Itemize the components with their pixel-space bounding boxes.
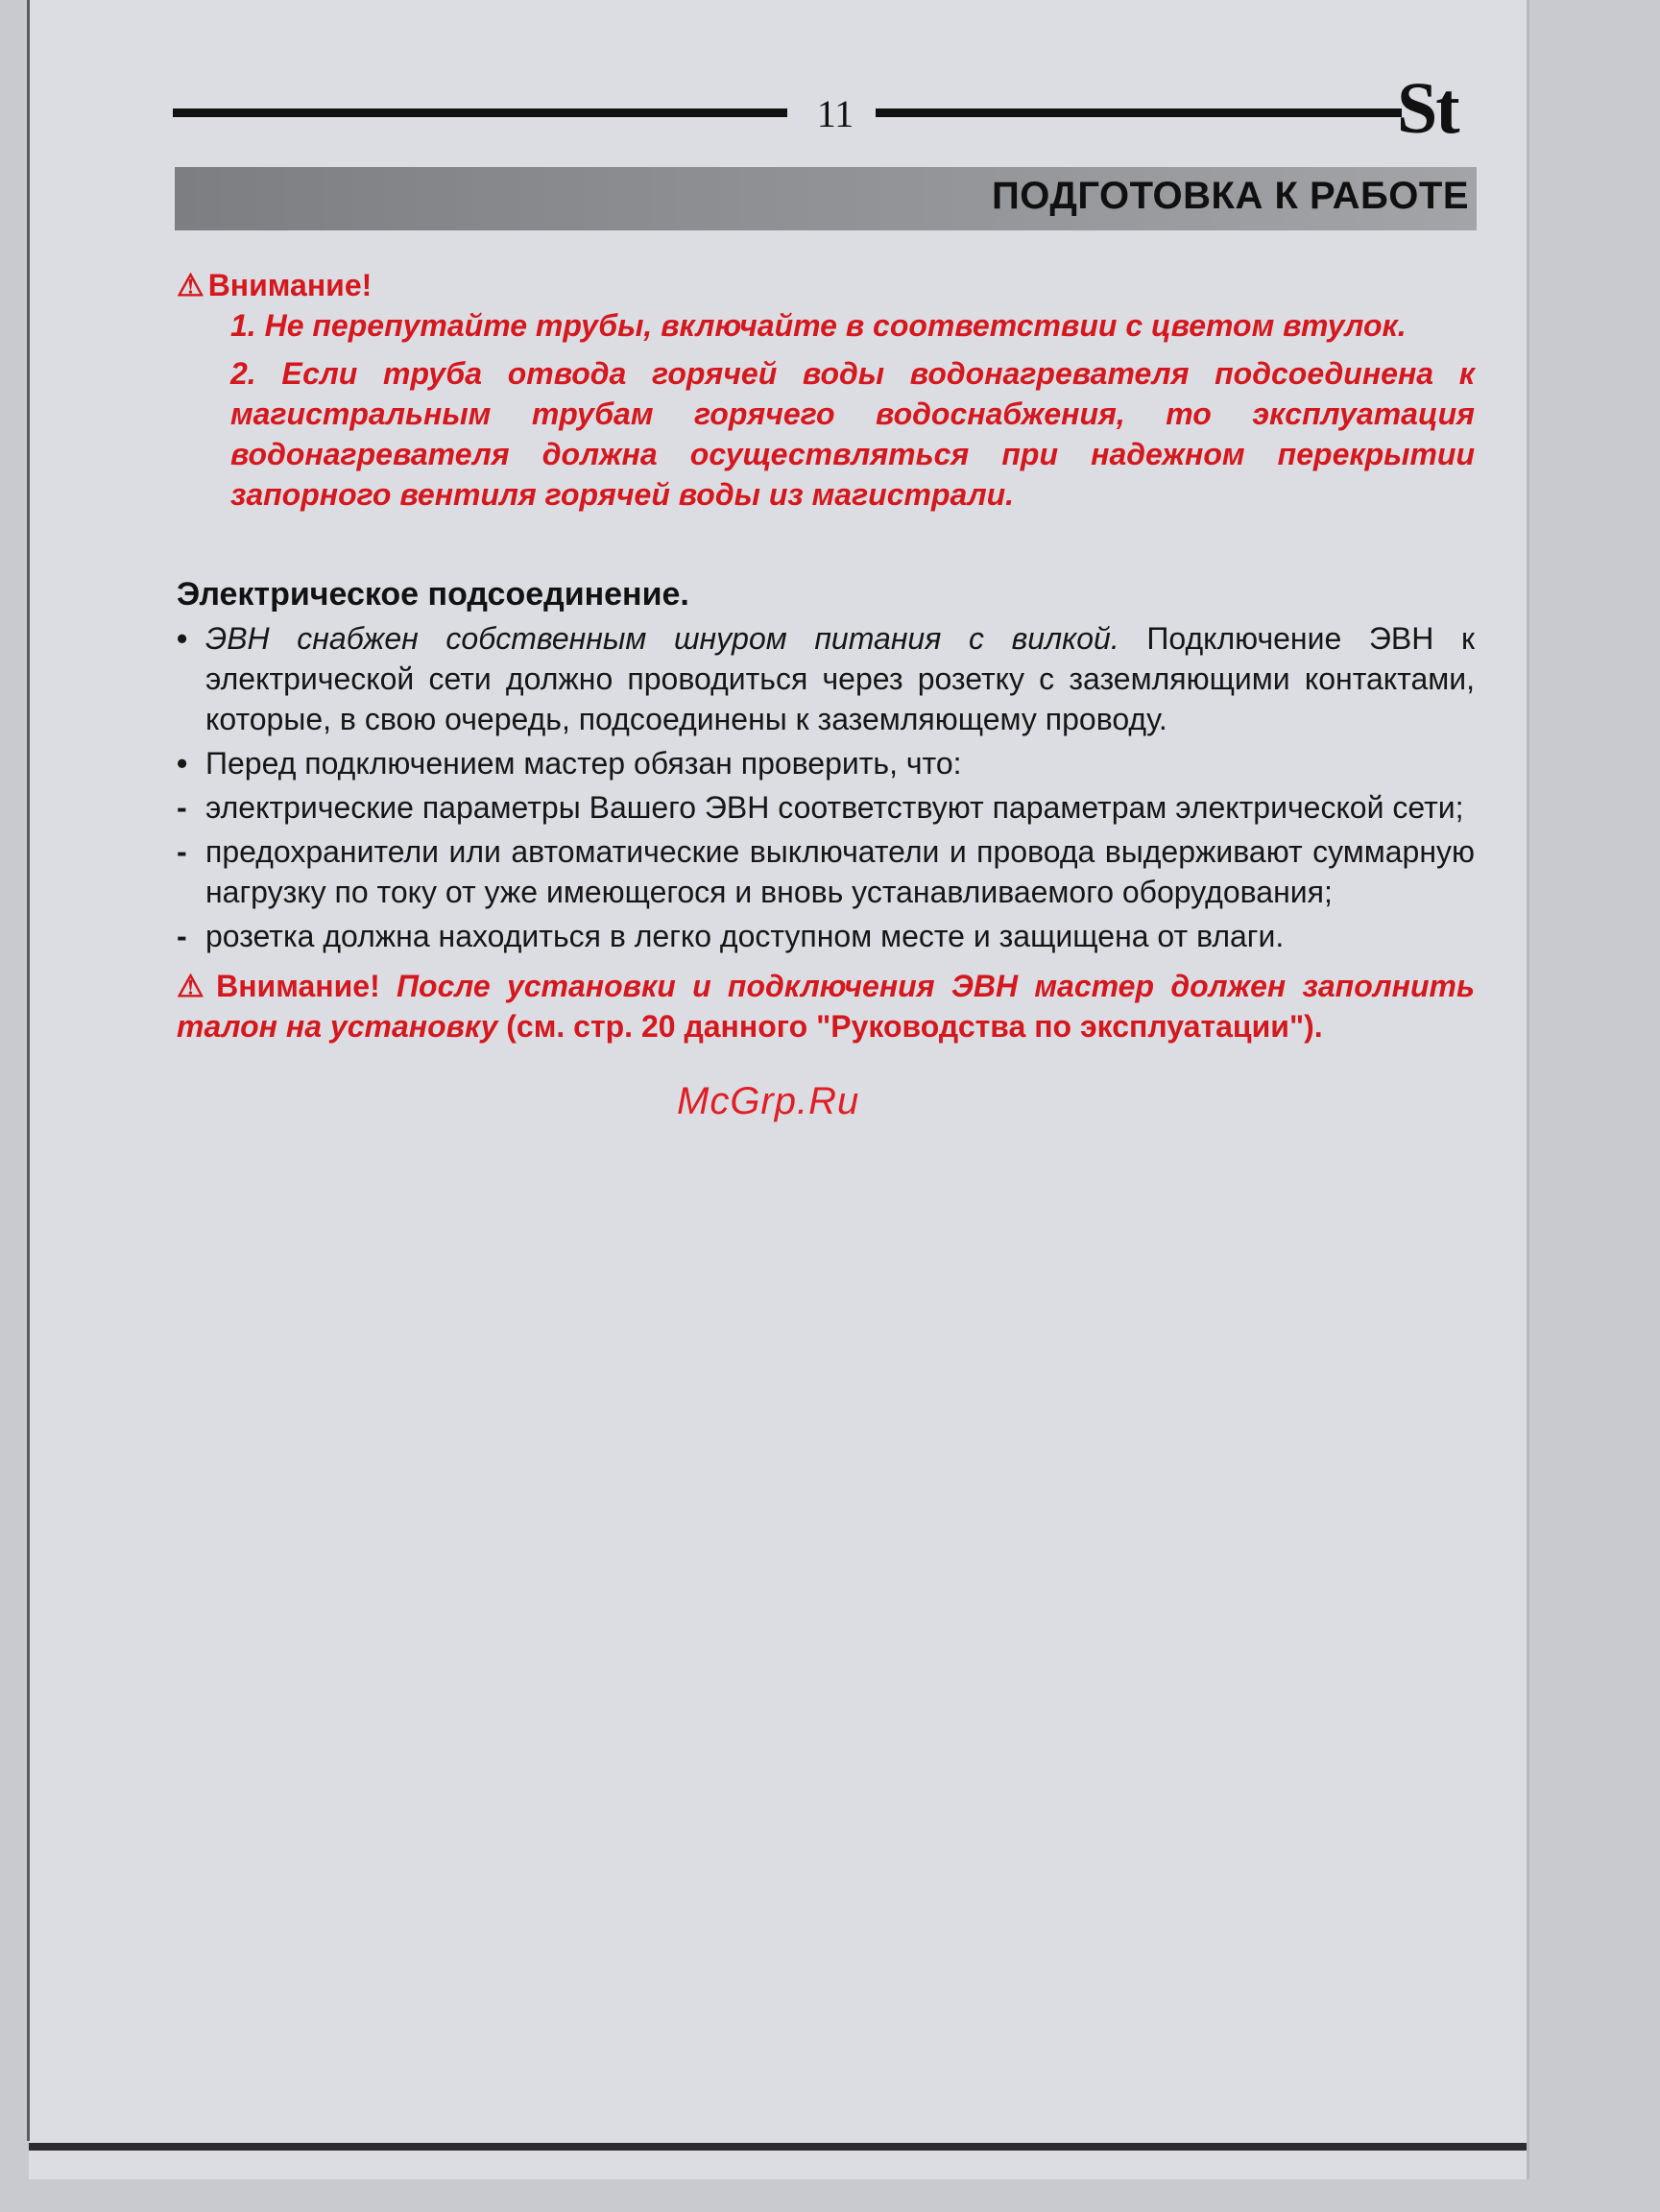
bullet-text: Перед подключением мастер обязан проверить, что:	[205, 746, 962, 781]
binding-edge	[27, 0, 30, 2141]
bullet-text: Подключение ЭВН к электрической сети должно проводиться через розетку с заземляющими контактами, которые, в свою очередь, подсоединены к заземляющему проводу.	[205, 621, 1476, 736]
dash-icon: -	[177, 834, 187, 869]
warning-item: 1. Не перепутайте трубы, включайте в соответствии с цветом втулок.	[230, 308, 1407, 343]
check-item	[177, 916, 1475, 956]
warning-italic-text: После установки и подключения ЭВН мастер должен заполнить талон на установку	[177, 969, 1476, 1044]
warning-label: Внимание!	[207, 268, 373, 302]
dash-icon: -	[177, 919, 187, 953]
bullet-item	[177, 618, 1475, 739]
warning-block-1	[177, 265, 1475, 515]
bullet-icon: •	[177, 746, 188, 781]
warning-block-2	[177, 966, 1475, 1046]
warning-label: Внимание!	[216, 969, 380, 1003]
warning-item: 2. Если труба отвода горячей воды водонагревателя подсоединена к магистральным трубам горячего водоснабжения, то эксплуатация водонагревателя должна осуществляться при надежном перекрытии запорного вентиля горячей воды из магистрали.	[230, 356, 1475, 512]
section-title: ПОДГОТОВКА К РАБОТЕ	[992, 175, 1469, 217]
bullet-item	[177, 743, 1475, 783]
brand-logo: St	[1397, 68, 1458, 149]
check-item	[177, 831, 1475, 912]
check-text: розетка должна находиться в легко доступном месте и защищена от влаги.	[205, 919, 1285, 953]
check-item	[177, 787, 1475, 828]
page-bottom-edge	[29, 2143, 1527, 2151]
watermark: McGrp.Ru	[677, 1080, 860, 1122]
warning-heading	[177, 265, 1475, 305]
warning-list	[177, 305, 1475, 515]
section-header-band	[175, 167, 1477, 230]
page-number: 11	[816, 92, 854, 135]
header-rule-right	[876, 108, 1402, 117]
warning-icon: ⚠	[177, 969, 213, 1003]
electrical-heading: Электрическое подсоединение.	[177, 576, 689, 613]
check-text: электрические параметры Вашего ЭВН соответствуют параметрам электрической сети;	[205, 790, 1464, 825]
dash-icon: -	[177, 790, 187, 825]
bullet-icon: •	[177, 621, 188, 656]
warning-text: (см. стр. 20 данного "Руководства по эксплуатации").	[497, 1009, 1323, 1044]
header-rule-left	[173, 108, 787, 117]
page-content	[177, 265, 1475, 1046]
warning-icon: ⚠	[177, 268, 204, 302]
check-text: предохранители или автоматические выключатели и провода выдерживают суммарную нагрузку по току от уже имеющегося и вновь устанавливаемого оборудования;	[205, 834, 1475, 909]
bullet-italic-text: ЭВН снабжен собственным шнуром питания с вилкой.	[205, 621, 1119, 656]
